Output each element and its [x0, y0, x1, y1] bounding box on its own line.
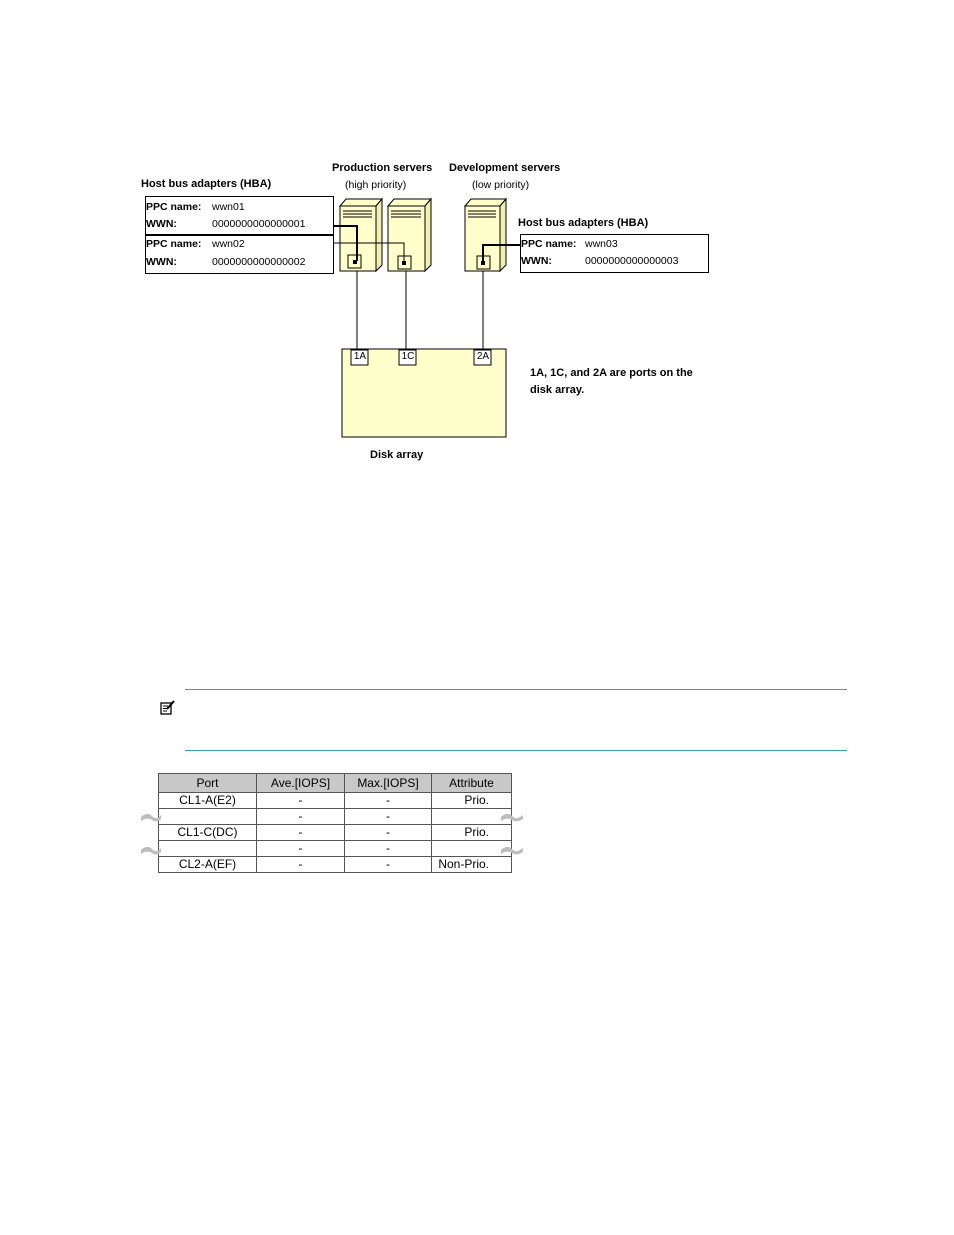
cell-attribute: Prio.: [432, 793, 512, 809]
cell-max: -: [345, 857, 432, 873]
cell-port: CL1-C(DC): [159, 825, 257, 841]
cell-ave: -: [257, 793, 345, 809]
header-ave-iops: Ave.[IOPS]: [257, 774, 345, 793]
hba1-ppc-key: PPC name:: [146, 201, 202, 213]
port-2a-label: 2A: [476, 351, 490, 362]
table-row: [159, 825, 512, 841]
cell-port: CL2-A(EF): [159, 857, 257, 873]
cell-ave: -: [257, 825, 345, 841]
hba3-ppc-value: wwn03: [585, 238, 618, 250]
row-break-mark-left-1: [140, 812, 162, 822]
cell-ave: -: [257, 809, 345, 825]
hba2-ppc-key: PPC name:: [146, 238, 202, 250]
hba2-wwn: [146, 256, 305, 268]
ports-note-line1: 1A, 1C, and 2A are ports on the: [530, 367, 693, 379]
hba1-ppc-value: wwn01: [212, 201, 245, 213]
hba2-wwn-value: 0000000000000002: [212, 256, 306, 268]
cell-port: [159, 841, 257, 857]
row-break-mark-right-2: [500, 845, 524, 855]
production-server-2: [388, 199, 431, 271]
table-row: [159, 793, 512, 809]
hba1-ppc: [146, 201, 245, 213]
hba3-wwn: [521, 255, 678, 267]
cell-port: CL1-A(E2): [159, 793, 257, 809]
header-attribute: Attribute: [432, 774, 512, 793]
row-break-mark-left-2: [140, 845, 162, 855]
hba1-wwn-key: WWN:: [146, 218, 177, 230]
port-1c-label: 1C: [401, 351, 415, 362]
table-header-row: [159, 774, 512, 793]
hba2-wwn-key: WWN:: [146, 256, 177, 268]
production-servers-label: Production servers: [332, 162, 433, 174]
ports-note-line2: disk array.: [530, 384, 585, 396]
header-max-iops: Max.[IOPS]: [345, 774, 432, 793]
table-row: [159, 857, 512, 873]
cell-ave: -: [257, 857, 345, 873]
hba-left-label: Host bus adapters (HBA): [141, 178, 272, 190]
development-servers-label: Development servers: [449, 162, 561, 174]
hba2-ppc-value: wwn02: [212, 238, 245, 250]
development-server: [465, 199, 506, 271]
cell-max: -: [345, 825, 432, 841]
note-top-rule: [185, 689, 847, 690]
cell-max: -: [345, 841, 432, 857]
cell-port: [159, 809, 257, 825]
diagram-graphics: [0, 0, 954, 480]
table-row: [159, 841, 512, 857]
hba3-wwn-value: 0000000000000003: [585, 255, 679, 267]
development-priority-label: (low priority): [472, 179, 530, 191]
port-iops-table: [158, 773, 512, 873]
cell-attribute: Non-Prio.: [432, 857, 512, 873]
production-server-1: [340, 199, 382, 271]
note-bottom-rule: [185, 750, 847, 751]
fibre-links: [357, 271, 483, 349]
hba-right-label: Host bus adapters (HBA): [518, 217, 649, 229]
row-break-mark-right-1: [500, 812, 524, 822]
production-priority-label: (high priority): [345, 179, 407, 191]
port-1a-label: 1A: [353, 351, 367, 362]
cell-max: -: [345, 793, 432, 809]
cell-attribute: Prio.: [432, 825, 512, 841]
hba1-wwn-value: 0000000000000001: [212, 218, 306, 230]
hba1-wwn: [146, 218, 305, 230]
hba3-ppc-key: PPC name:: [521, 238, 577, 250]
hba3-wwn-key: WWN:: [521, 255, 552, 267]
note-icon: [160, 700, 176, 716]
hba3-ppc: [521, 238, 618, 250]
hba2-ppc: [146, 238, 245, 250]
cell-max: -: [345, 809, 432, 825]
disk-array-label: Disk array: [370, 449, 424, 461]
header-port: Port: [159, 774, 257, 793]
table-row: [159, 809, 512, 825]
cell-ave: -: [257, 841, 345, 857]
